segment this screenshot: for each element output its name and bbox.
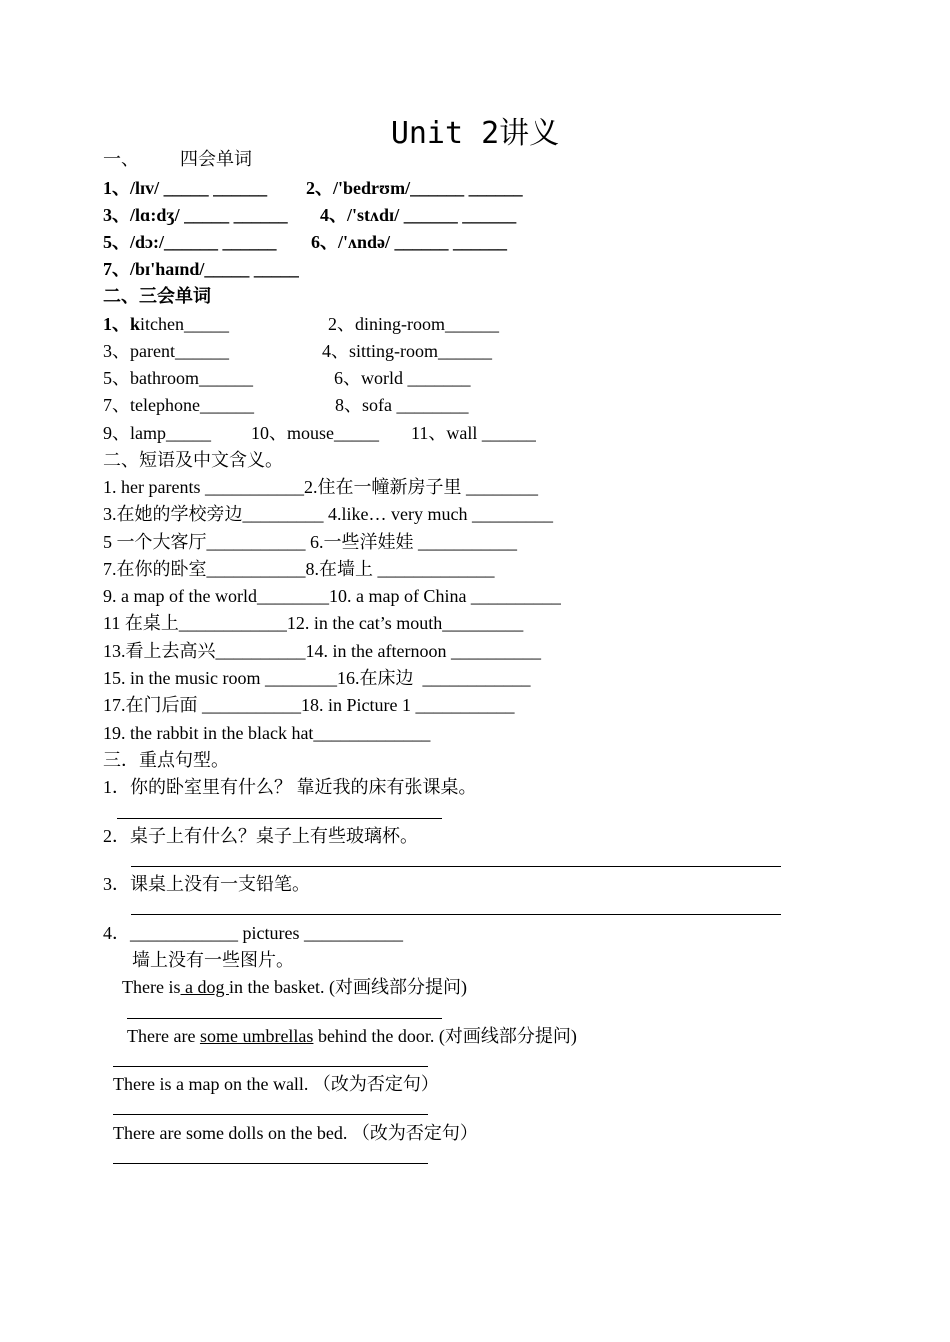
vocab-item-7: 7、/bɪ'haɪnd/_____ _____ (103, 259, 299, 279)
vocab-item-4: 4、/'stʌdɪ/ ______ ______ (320, 205, 517, 225)
sentence-5-start: There is (122, 977, 181, 997)
sentence-5-underlined: a dog (180, 977, 229, 997)
sentence-6-start: There are (127, 1026, 200, 1046)
word-item-7: 7、telephone______ (103, 395, 254, 415)
word-item-1-rest: itchen_____ (140, 314, 229, 334)
phrase-row-5: 9. a map of the world________10. a map of China __________ (103, 586, 561, 606)
vocab-item-3: 3、/lɑ:dʒ/ _____ ______ (103, 205, 288, 225)
word-item-4: 4、sitting-room______ (322, 341, 492, 361)
word-item-11: 11、wall ______ (411, 423, 536, 443)
sentence-6-end: behind the door. (对画线部分提问) (313, 1026, 577, 1046)
word-item-9: 9、lamp_____ (103, 423, 211, 443)
answer-line-2 (131, 866, 781, 867)
word-item-1-number: 1、 (103, 314, 130, 334)
page-title: Unit 2讲义 (390, 116, 560, 151)
word-item-3: 3、parent______ (103, 341, 229, 361)
section3-heading: 二、短语及中文含义。 (103, 450, 283, 470)
sentence-prompt-4: 4．____________ pictures ___________ (103, 923, 403, 943)
section2-heading: 二、三会单词 (103, 286, 211, 306)
word-item-2: 2、dining-room______ (328, 314, 499, 334)
answer-line-1 (117, 818, 442, 819)
phrase-row-7: 13.看上去高兴__________14. in the afternoon __________ (103, 641, 541, 661)
section4-heading: 三．重点句型。 (103, 750, 229, 770)
vocab-item-2: 2、/'bedrʊm/______ ______ (306, 178, 523, 198)
sentence-prompt-2: 2．桌子上有什么？桌子上有些玻璃杯。 (103, 826, 418, 846)
sentence-prompt-5 (122, 976, 467, 998)
word-item-5: 5、bathroom______ (103, 368, 253, 388)
word-item-1 (103, 313, 229, 335)
answer-line-6 (113, 1066, 428, 1067)
phrase-row-8: 15. in the music room ________16.在床边 ____________ (103, 668, 531, 688)
phrase-row-3: 5 一个大客厅___________ 6.一些洋娃娃 ___________ (103, 532, 517, 552)
word-item-6: 6、world _______ (334, 368, 471, 388)
sentence-prompt-3: 3．课桌上没有一支铅笔。 (103, 874, 310, 894)
vocab-item-6: 6、/'ʌndə/ ______ ______ (311, 232, 508, 252)
section1-heading: 四会单词 (180, 149, 252, 169)
vocab-item-1: 1、/lɪv/ _____ ______ (103, 178, 268, 198)
sentence-prompt-7: There is a map on the wall. （改为否定句） (113, 1074, 439, 1094)
phrase-row-10: 19. the rabbit in the black hat_____________ (103, 723, 431, 743)
sentence-prompt-1: 1．你的卧室里有什么？ 靠近我的床有张课桌。 (103, 777, 477, 797)
phrase-row-4: 7.在你的卧室___________8.在墙上 _____________ (103, 559, 495, 579)
answer-line-7 (113, 1114, 428, 1115)
section1-number: 一、 (103, 149, 139, 169)
sentence-prompt-4-chinese: 墙上没有一些图片。 (132, 950, 294, 970)
answer-line-3 (131, 914, 781, 915)
sentence-prompt-6 (127, 1025, 577, 1047)
phrase-row-2: 3.在她的学校旁边_________ 4.like… very much _________ (103, 504, 553, 524)
vocab-item-5: 5、/dɔ:/______ ______ (103, 232, 277, 252)
phrase-row-9: 17.在门后面 ___________18. in Picture 1 ___________ (103, 695, 515, 715)
sentence-prompt-8: There are some dolls on the bed. （改为否定句） (113, 1123, 478, 1143)
answer-line-5 (127, 1018, 442, 1019)
sentence-5-end: in the basket. (对画线部分提问) (228, 977, 467, 997)
answer-line-8 (113, 1163, 428, 1164)
phrase-row-6: 11 在桌上____________12. in the cat’s mouth_________ (103, 613, 524, 633)
phrase-row-1: 1. her parents ___________2.住在一幢新房子里 ________ (103, 477, 538, 497)
sentence-6-underlined: some umbrellas (199, 1026, 314, 1046)
word-item-10: 10、mouse_____ (251, 423, 379, 443)
word-item-1-initial: k (130, 314, 141, 334)
word-item-8: 8、sofa ________ (335, 395, 469, 415)
